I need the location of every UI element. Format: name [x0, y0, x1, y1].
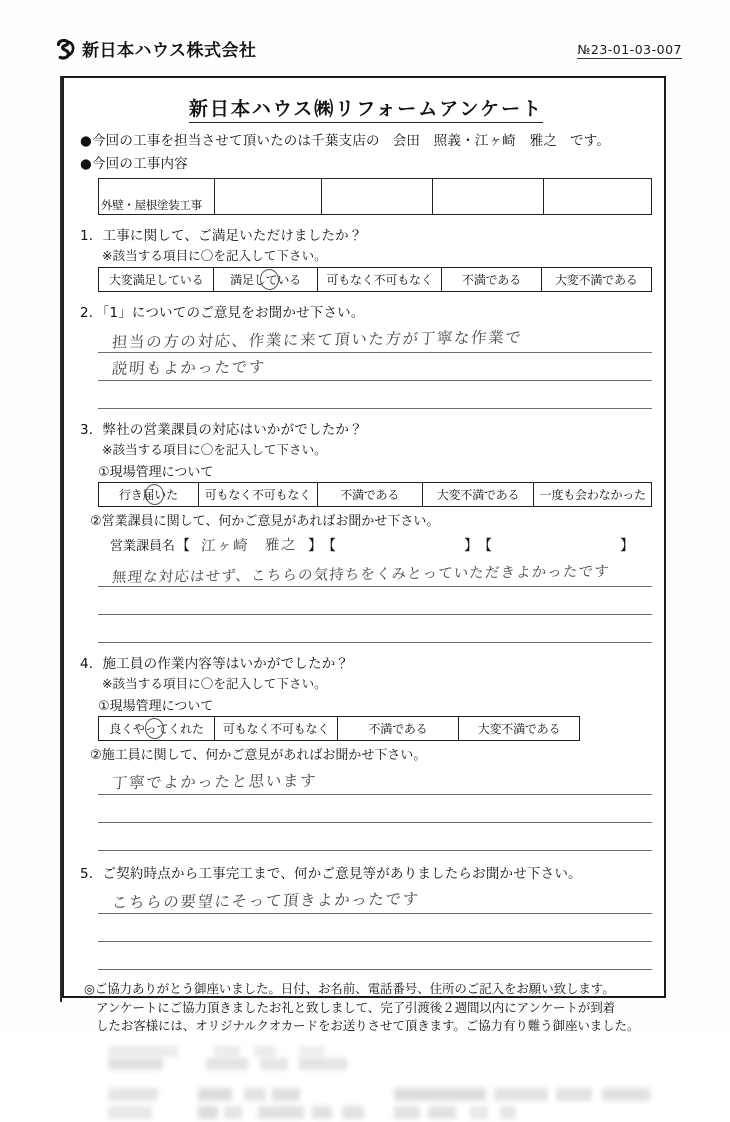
- staff-slot-2-value: [336, 549, 464, 551]
- company-name: 新日本ハウス株式会社: [82, 41, 257, 61]
- staff-slot-2[interactable]: 【 】: [322, 537, 479, 554]
- table-row: [99, 267, 652, 291]
- staff-slot-1-value: 江ヶ崎 雅之: [200, 537, 298, 555]
- form-frame: [62, 76, 666, 1034]
- answer-line[interactable]: [98, 353, 652, 381]
- selection-circle-mark: [144, 717, 166, 740]
- staff-slot-1[interactable]: 【 江ヶ崎 雅之 】: [176, 534, 322, 555]
- work-cell-3: [321, 178, 432, 214]
- handwritten-answer: 担当の方の対応、作業に来て頂いた方が丁寧な作業で: [111, 328, 523, 352]
- question-4-answer[interactable]: [98, 767, 652, 851]
- staff-slot-3[interactable]: 【 】: [478, 537, 635, 554]
- question-5-answer[interactable]: [98, 886, 652, 970]
- question-3-answer[interactable]: [98, 559, 652, 643]
- question-2-answer[interactable]: [98, 325, 652, 409]
- table-row: [99, 178, 652, 214]
- question-1-text: 1．工事に関して、ご満足いただけましたか？: [80, 227, 363, 244]
- letterhead: [55, 36, 682, 72]
- closing-line-2: アンケートにご協力頂きましたお礼と致しまして、完了引渡後２週間以内にアンケートが到着: [96, 999, 616, 1015]
- company-branding: [55, 36, 257, 61]
- q3-option-1[interactable]: 可もなく不可もなく: [198, 482, 317, 506]
- q1-option-4[interactable]: 大変不満である: [541, 267, 651, 291]
- question-2-text: 2．「1」についてのご意見をお聞かせ下さい。: [80, 304, 365, 321]
- q1-option-2[interactable]: 可もなく不可もなく: [317, 267, 442, 291]
- work-cell-1: 外壁・屋根塗装工事: [99, 178, 215, 214]
- q1-option-0[interactable]: 大変満足している: [99, 267, 214, 291]
- answer-line[interactable]: [98, 615, 652, 643]
- q3-option-4[interactable]: 一度も会わなかった: [534, 482, 652, 506]
- question-4-options[interactable]: [98, 716, 580, 741]
- intro-staff-names: 会田 照義・江ヶ崎 雅之: [392, 133, 558, 149]
- question-1-options[interactable]: [98, 267, 652, 292]
- intro-prefix: ●今回の工事を担当させて頂いたのは千葉支店の: [80, 133, 380, 149]
- answer-line[interactable]: [98, 823, 652, 851]
- q3-option-2[interactable]: 不満である: [317, 482, 422, 506]
- q3-option-3[interactable]: 大変不満である: [422, 482, 534, 506]
- question-4-sub2: ②施工員に関して、何かご意見があればお聞かせ下さい。: [90, 747, 427, 763]
- staff-field-label: 営業課員名: [110, 538, 176, 554]
- work-content-heading: ●今回の工事内容: [80, 155, 188, 172]
- q1-option-1[interactable]: 満足している: [214, 267, 317, 291]
- question-3-note: ※該当する項目に〇を記入して下さい。: [102, 441, 327, 457]
- intro-suffix: です。: [570, 133, 611, 149]
- question-3-options[interactable]: [98, 482, 652, 507]
- closing-message: [84, 980, 652, 1036]
- selection-circle-mark: [259, 268, 281, 291]
- work-cell-4: [432, 178, 543, 214]
- q4-option-2[interactable]: 不満である: [338, 716, 459, 740]
- question-4-note: ※該当する項目に〇を記入して下さい。: [102, 675, 327, 691]
- handwritten-answer: 無理な対応はせず、こちらの気持ちをくみとっていただきよかったです: [111, 563, 611, 586]
- work-content-table: [98, 178, 652, 215]
- handwritten-answer: 説明もよかったです: [111, 357, 267, 378]
- answer-line[interactable]: [98, 886, 652, 914]
- answer-line[interactable]: [98, 381, 652, 409]
- table-row: [99, 716, 580, 740]
- q1-option-3[interactable]: 不満である: [442, 267, 541, 291]
- q4-option-3[interactable]: 大変不満である: [459, 716, 580, 740]
- question-1-note: ※該当する項目に〇を記入して下さい。: [102, 247, 327, 263]
- staff-slot-3-value: [492, 549, 620, 551]
- answer-line[interactable]: [98, 942, 652, 970]
- redacted-personal-info: [94, 1044, 652, 1122]
- answer-line[interactable]: [98, 587, 652, 615]
- work-cell-5: [543, 178, 651, 214]
- selection-circle-mark: [144, 483, 166, 506]
- question-4-subhead: ①現場管理について: [98, 698, 214, 714]
- question-3-text: 3．弊社の営業課員の対応はいかがでしたか？: [80, 421, 363, 438]
- question-4-text: 4．施工員の作業内容等はいかがでしたか？: [80, 655, 350, 672]
- table-row: [99, 482, 652, 506]
- answer-line[interactable]: [98, 559, 652, 587]
- q3-option-0[interactable]: 行き届いた: [99, 482, 199, 506]
- q4-option-1[interactable]: 可もなく不可もなく: [215, 716, 338, 740]
- question-3-subhead: ①現場管理について: [98, 464, 214, 480]
- answer-line[interactable]: [98, 914, 652, 942]
- answer-line[interactable]: [98, 795, 652, 823]
- closing-line-1: ◎ご協力ありがとう御座いました。日付、お名前、電話番号、住所のご記入をお願い致します。: [84, 980, 615, 996]
- handwritten-answer: 丁寧でよかったと思います: [111, 771, 318, 793]
- page-title: [80, 94, 652, 121]
- question-5-text: 5．ご契約時点から工事完工まで、何かご意見等がありましたらお聞かせ下さい。: [80, 865, 582, 882]
- q4-option-0[interactable]: 良くやってくれた: [99, 716, 215, 740]
- closing-line-3: したお客様には、オリジナルクオカードをお送りさせて頂きます。ご協力有り難う御座いました。: [96, 1018, 640, 1034]
- sales-staff-name-row[interactable]: [110, 534, 652, 555]
- answer-line[interactable]: [98, 767, 652, 795]
- intro-line: [80, 131, 652, 152]
- document-number: №23-01-03-007: [577, 42, 682, 57]
- page-title-text: 新日本ハウス㈱リフォームアンケート: [189, 98, 543, 123]
- answer-line[interactable]: [98, 325, 652, 353]
- company-logo-icon: [55, 38, 77, 60]
- question-3-sub2: ②営業課員に関して、何かご意見があればお聞かせ下さい。: [90, 513, 440, 529]
- handwritten-answer: こちらの要望にそって頂きよかったです: [111, 889, 421, 912]
- work-cell-2: [215, 178, 321, 214]
